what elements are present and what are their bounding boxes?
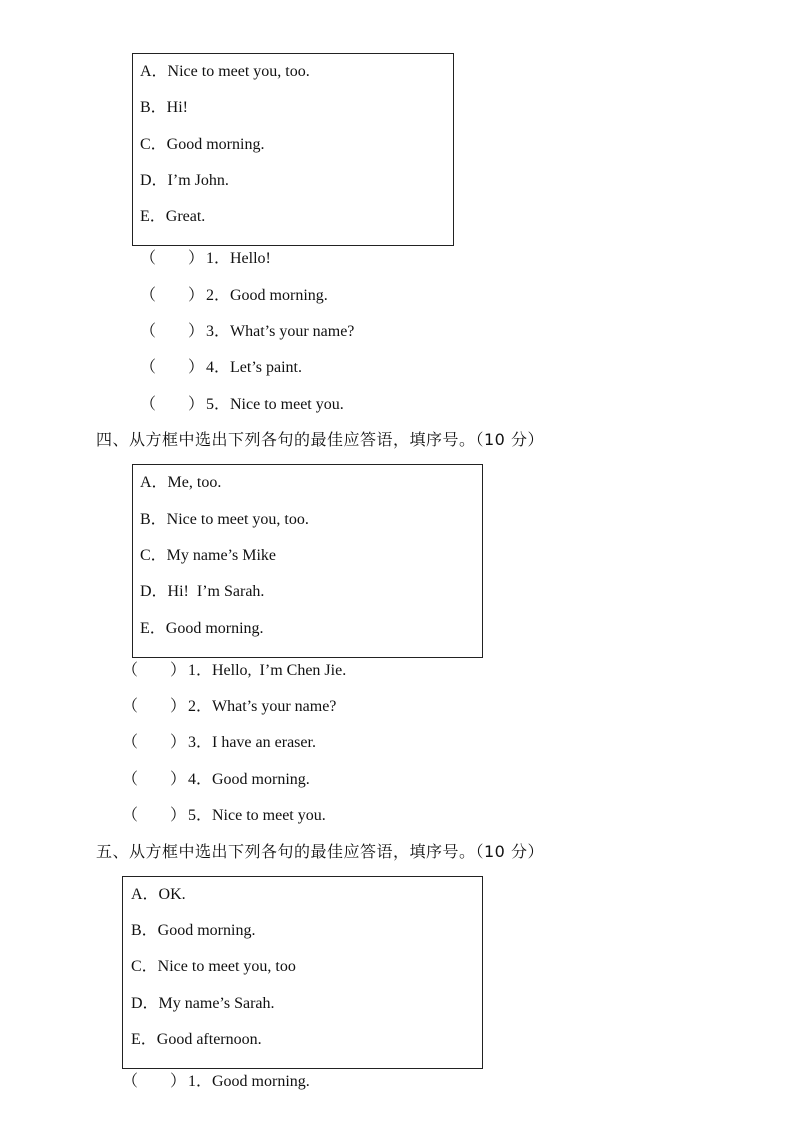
- answer-blank[interactable]: （ ）: [122, 698, 187, 715]
- answer-blank[interactable]: （ ）: [122, 734, 187, 751]
- section4-question-2: （ ） 2．What’s your name?: [122, 698, 337, 715]
- answer-blank[interactable]: （ ）: [140, 396, 205, 413]
- section5-option-e: E．Good afternoon.: [131, 1031, 262, 1048]
- section4-option-d: D．Hi! I’m Sarah.: [140, 583, 265, 600]
- section3-question-3: （ ） 3．What’s your name?: [140, 323, 355, 340]
- section5-heading: 五、从方框中选出下列各句的最佳应答语，填序号。（10 分）: [96, 842, 544, 861]
- section4-option-c: C．My name’s Mike: [140, 547, 276, 564]
- section3-option-e: E．Great.: [140, 208, 206, 225]
- section4-question-3: （ ） 3．I have an eraser.: [122, 734, 316, 751]
- section3-question-5: （ ） 5．Nice to meet you.: [140, 396, 344, 413]
- section3-option-b: B．Hi!: [140, 99, 189, 116]
- answer-blank[interactable]: （ ）: [122, 771, 187, 788]
- section4-heading: 四、从方框中选出下列各句的最佳应答语，填序号。（10 分）: [96, 430, 544, 449]
- section4-option-e: E．Good morning.: [140, 620, 264, 637]
- answer-blank[interactable]: （ ）: [140, 250, 205, 267]
- section5-option-a: A．OK.: [131, 886, 186, 903]
- section3-option-a: A．Nice to meet you, too.: [140, 63, 310, 80]
- section4-question-1: （ ） 1．Hello, I’m Chen Jie.: [122, 662, 347, 679]
- answer-blank[interactable]: （ ）: [140, 323, 205, 340]
- section3-option-d: D．I’m John.: [140, 172, 229, 189]
- answer-blank[interactable]: （ ）: [122, 807, 187, 824]
- answer-blank[interactable]: （ ）: [122, 1073, 187, 1090]
- answer-blank[interactable]: （ ）: [122, 662, 187, 679]
- section5-option-b: B．Good morning.: [131, 922, 256, 939]
- section4-option-b: B．Nice to meet you, too.: [140, 511, 309, 528]
- answer-blank[interactable]: （ ）: [140, 287, 205, 304]
- section5-option-c: C．Nice to meet you, too: [131, 958, 296, 975]
- section3-question-2: （ ） 2．Good morning.: [140, 287, 328, 304]
- section4-option-a: A．Me, too.: [140, 474, 222, 491]
- section3-question-1: （ ） 1．Hello!: [140, 250, 271, 267]
- section4-question-4: （ ） 4．Good morning.: [122, 771, 310, 788]
- answer-blank[interactable]: （ ）: [140, 359, 205, 376]
- section3-option-c: C．Good morning.: [140, 136, 265, 153]
- section3-question-4: （ ） 4．Let’s paint.: [140, 359, 302, 376]
- section5-option-d: D．My name’s Sarah.: [131, 995, 275, 1012]
- section5-question-1: （ ） 1．Good morning.: [122, 1073, 310, 1090]
- section4-question-5: （ ） 5．Nice to meet you.: [122, 807, 326, 824]
